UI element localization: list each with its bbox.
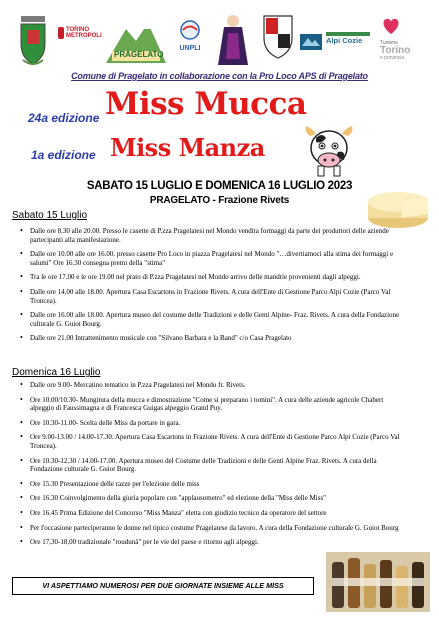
list-item: • Per l'occasione parteciperanno le donne nel tipico costume Pragelatese da lavoro. A cura della Fondazione culturale G. Guiot Bourg — [20, 524, 402, 533]
event-dates: SABATO 15 LUGLIO E DOMENICA 16 LUGLIO 2023 — [86, 180, 353, 192]
saturday-heading: Sabato 15 Luglio — [12, 210, 88, 221]
alpi-cozie-logo — [326, 32, 372, 45]
fondazione-shield-logo — [262, 14, 294, 65]
cow-illustration — [302, 122, 356, 183]
edition-label-2: 1a edizione — [31, 148, 96, 162]
list-item: • Ore 10.30-11.00- Scelta delle Miss da portare in gara. — [20, 419, 402, 428]
costume-figure-logo — [214, 13, 252, 72]
list-item: • Ore 10.30-12.30 / 14.00-17.00. Apertura museo del Costume delle Tradizioni e delle Genti Alpine Fraz. Rivets. A cura della Fondazione culturale G. Guiot Bourg. — [20, 457, 402, 474]
torino-metropoli-logo: TORINO METROPOLI — [58, 27, 102, 39]
list-item: • Dalle ore 21.00 Intrattenimento musicale con "Silvano Barbara e la Band" c/o Casa Pragelato — [20, 334, 402, 343]
sunday-schedule — [20, 381, 402, 547]
sunday-heading: Domenica 16 Luglio — [12, 367, 101, 378]
turismo-logo-text-torino: Torino — [380, 45, 411, 56]
turismo-logo-text-provincia: e provincia — [380, 55, 405, 61]
pragelato-crest-logo — [18, 14, 48, 73]
list-item: • Dalle ore 16.00 alle 18.00. Apertura museo del costume delle Tradizioni e delle Genti Alpine- Fraz. Rivets. A cura della Fondazione culturale G. Guiot Bourg. — [20, 311, 402, 328]
list-item: • Ore 17,30-18,00 tradizionale "roudunà" per le vie del paese e ritorno agli alpeggi. — [20, 538, 402, 547]
pragelato-logo-text: PRAGELATO — [114, 50, 164, 59]
edition-label-1: 24a edizione — [28, 111, 100, 125]
products-image — [326, 552, 430, 617]
list-item: • Dalle ore 8.30 alle 20.00. Presso le casette di P.zza Pragelatesi nel Mondo vendita formaggi da parte dei produttori delle aziende partecipanti alla manifestazione. — [20, 227, 402, 244]
list-item: • Ore 16.30 Coinvolgimento della giuria popolare con "applausometro" ed elezione della "Miss delle Miss" — [20, 494, 402, 503]
list-item: • Ore 16.45 Prima Edizione del Concorso "Miss Manza" eletta con giudizio tecnico da operatore del settore — [20, 509, 402, 518]
event-place: PRAGELATO - Frazione Rivets — [149, 195, 290, 206]
list-item: • Ore 9.00-13.00 / 14.00-17.30. Apertura Casa Escartons in Frazione Rivets. A cura dell'Ente di Gestione Parco Alpi Cozie (Parco Val Troncea). — [20, 433, 402, 450]
list-item: • Ore 10.00/10.30- Mungitura della mucca e dimostrazione "Come si preparano i tomini". A cura delle aziende agricole Chabert alpeggio di Faussimagna e di Francesca Guigas alpeggio Grand Puy. — [20, 396, 402, 413]
title-miss-mucca: Miss Mucca — [105, 86, 307, 122]
footer-banner: VI ASPETTIAMO NUMEROSI PER DUE GIORNATE INSIEME ALLE MISS — [12, 577, 314, 595]
list-item: • Dalle ore 10.00 alle ore 16.00. presso casette Pro Loco in piazza Pragelatesi nel Mondo "…divertiamoci alla stima dei formaggi e salumi" Ore 16.30 consegna premi della "stima" — [20, 250, 402, 267]
unpli-logo-text: UNPLI — [179, 45, 201, 52]
list-item: • Dalle ore 9.00- Mercatino tematico in P.zza Pragelatesi nel Mondo fr. Rivets. — [20, 381, 402, 390]
turismo-logo-text: Turismo — [380, 40, 398, 46]
list-item: • Dalle ore 14.00 alle 18.00. Apertura Casa Escartons in Frazione Rivets. A cura dell'Ente di Gestione Parco Alpi Cozie (Parco Val Troncea). — [20, 288, 402, 305]
unpli-logo — [174, 20, 206, 52]
saturday-schedule — [20, 227, 402, 343]
list-item: • Tra le ore 17.00 e le ore 19.00 nel prato di P.zza Pragelatesi nel Mondo arrivo delle mandrie provenienti dagli alpeggi. — [20, 273, 402, 282]
list-item: • Ore 15.30 Presentazione delle razze per l'elezione delle miss — [20, 480, 402, 489]
parco-logo — [300, 34, 322, 55]
pragelato-mountain-logo — [104, 17, 168, 72]
intro-line: Comune di Pragelato in collaborazione con la Pro Loco APS di Pragelato — [71, 71, 368, 81]
turismo-torino-logo — [380, 16, 428, 61]
title-miss-manza: Miss Manza — [110, 133, 265, 162]
alpi-cozie-logo-text: Alpi Cozie — [326, 36, 363, 45]
